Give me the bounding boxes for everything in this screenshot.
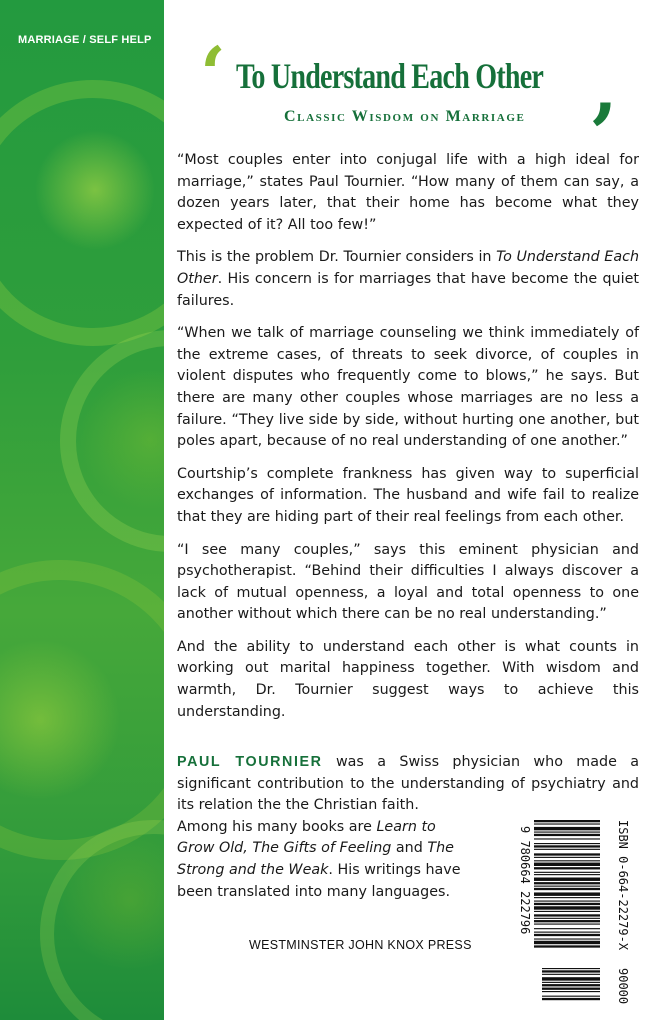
barcode-bar [534, 897, 600, 898]
barcode-bar [534, 820, 600, 822]
blurb-paragraph: “Most couples enter into conjugal life with a high ideal for marriage,” states Paul Tournier. “How many of them can say, a dozen years later, that their home has become what they expected of it? All too few!” [177, 152, 639, 233]
blurb-paragraph: This is the problem Dr. Tournier considers in To Understand Each Other. His concern is for marriages that have become the quiet failures. [177, 249, 640, 309]
isbn-label: ISBN 0-664-22279-X [616, 820, 630, 951]
barcode-bar [534, 906, 600, 909]
blurb-paragraph: “I see many couples,” says this eminent physician and psychotherapist. “Behind their difficulties I always discover a lack of mutual openness, a loyal and total openness to one another without which there can be no real understanding.” [177, 541, 639, 623]
barcode-bar [534, 832, 600, 833]
barcode-bar [534, 920, 600, 922]
barcode-bar [534, 918, 600, 919]
barcode-bar [534, 857, 600, 858]
barcode-ean-number: 9 780664 222796 [518, 826, 532, 935]
barcode-addon-bar [542, 970, 600, 972]
barcode-bar [534, 853, 600, 855]
barcode-addon-bar [542, 996, 600, 997]
barcode-addon-bar [542, 977, 600, 980]
barcode-bar [534, 903, 600, 905]
decorative-ring [0, 80, 164, 346]
author-name: PAUL TOURNIER [177, 754, 323, 770]
barcode-bar [534, 878, 600, 881]
barcode-addon-bar [542, 988, 600, 990]
barcode-addon-bar [542, 998, 600, 1000]
barcode-addon-bar [542, 984, 600, 986]
barcode-bar [534, 845, 600, 847]
barcode-addon-bar [542, 991, 600, 992]
barcode-bar [534, 823, 600, 824]
author-bio-paragraph: PAUL TOURNIER was a Swiss physician who made a significant contribution to the understanding of psychiatry and its relation the the Christian faith. [177, 754, 639, 814]
barcode-bar [534, 888, 600, 890]
barcode-bar [534, 843, 600, 844]
barcode-bar [534, 860, 600, 861]
author-books-paragraph: Among his many books are Learn to Grow Old, The Gifts of Feeling and The Strong and the Weak. His writings have been translated into many languages. [177, 818, 461, 900]
blurb-paragraph: And the ability to understand each other is what counts in working out marital happiness together. With wisdom and warmth, Dr. Tournier suggest ways to achieve this understanding. [177, 638, 639, 720]
open-quote-icon: ‘ [200, 32, 226, 118]
barcode-addon-number: 90000 [616, 968, 630, 1005]
barcode-bar [534, 863, 600, 866]
barcode-bar [534, 941, 600, 944]
barcode-bar [534, 928, 600, 929]
barcode-bar [534, 867, 600, 869]
barcode-bar [534, 932, 600, 933]
barcode-addon-bar [542, 968, 600, 969]
barcode-bar [534, 886, 600, 887]
barcode-bar [534, 872, 600, 873]
barcode-bar [534, 834, 600, 836]
barcode-bar [534, 892, 600, 895]
close-quote-icon: , [592, 46, 618, 132]
barcode-bar [534, 938, 600, 939]
decorative-ring [60, 330, 164, 552]
barcode-addon-bar [542, 982, 600, 983]
barcode-bar [534, 911, 600, 912]
spine-art [0, 0, 164, 1020]
blurb-paragraph: “When we talk of marriage counseling we think immediately of the extreme cases, of threats to seek divorce, of couples in violent disputes who frequently come to blows,” he says. But there are many other couples whose marriages are no less a failure. “They live side by side, without hurting one another, but poles apart, because of no real understanding of one another.” [177, 325, 639, 450]
book-subtitle: Classic Wisdom on Marriage [284, 108, 526, 125]
barcode-bar [534, 945, 600, 947]
barcode-bar [534, 838, 600, 839]
blurb [177, 150, 639, 734]
barcode-addon-bar [542, 974, 600, 975]
book-title-reference: To Understand Each Other [177, 249, 640, 287]
barcode-bars [534, 818, 600, 1013]
barcode-bar [534, 914, 600, 916]
barcode-bar [534, 901, 600, 902]
category-label: MARRIAGE / SELF HELP [18, 34, 152, 46]
blurb-paragraph: Courtship’s complete frankness has given way to superficial exchanges of information. The husband and wife fail to realize that they are hiding part of their real feelings from each other. [177, 465, 639, 525]
barcode-bar [534, 934, 600, 936]
barcode-bar [534, 882, 600, 884]
decorative-ring [0, 560, 164, 860]
barcode-bar [534, 849, 600, 850]
barcode-bar [534, 827, 600, 830]
barcode [518, 818, 630, 1013]
barcode-bar [534, 924, 600, 925]
book-title: To Understand Each Other [236, 56, 544, 96]
barcode-bar [534, 874, 600, 875]
publisher-name: WESTMINSTER JOHN KNOX PRESS [249, 938, 472, 952]
